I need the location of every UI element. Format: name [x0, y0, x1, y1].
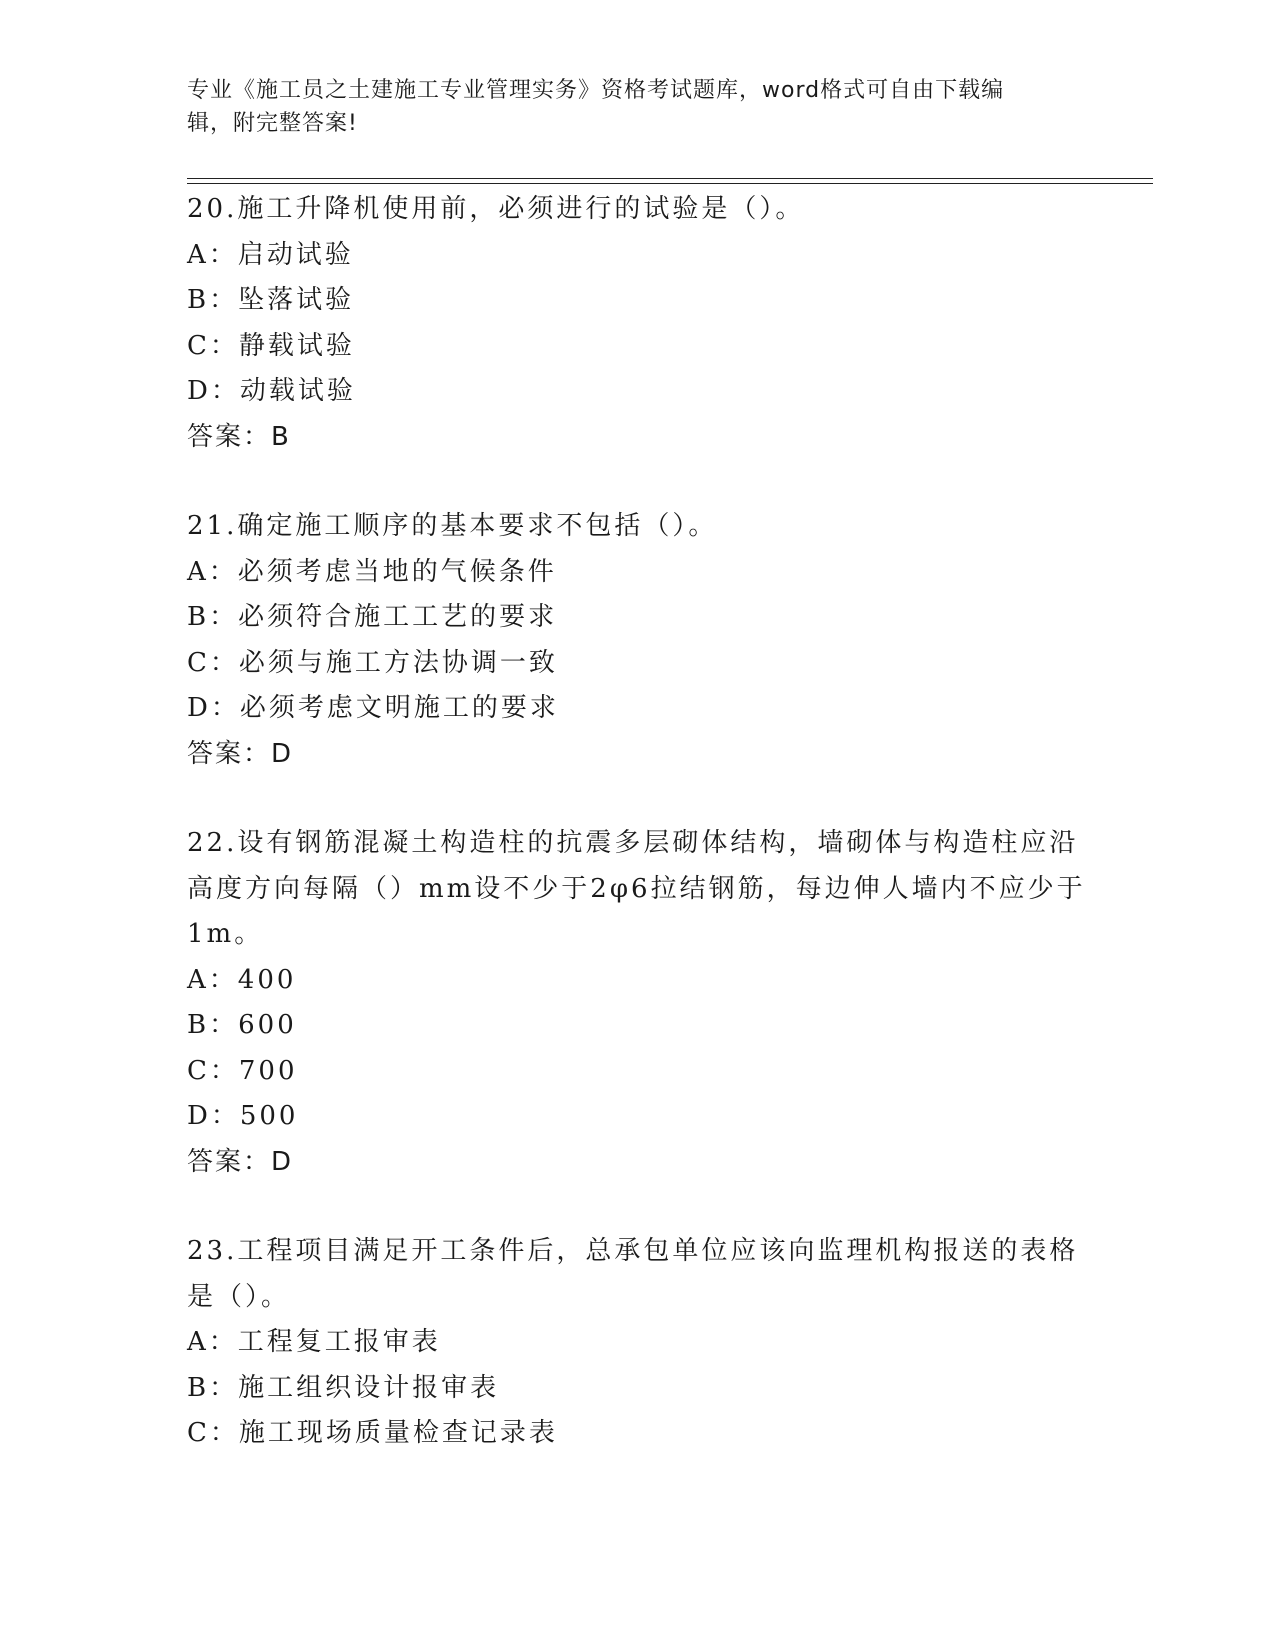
header-divider-bottom	[187, 183, 1153, 184]
option-a: A：必须考虑当地的气候条件	[187, 556, 557, 587]
question-stem: 21.确定施工顺序的基本要求不包括（）。	[187, 511, 718, 541]
option-d: D：动载试验	[187, 376, 356, 406]
question-stem-line-2: 高度方向每隔（）mm设不少于2φ6拉结钢筋，每边伸人墙内不应少于	[187, 873, 1086, 904]
option-b: B：600	[187, 1010, 297, 1040]
header-line-1: 专业《施工员之土建施工专业管理实务》资格考试题库，word格式可自由下载编	[187, 78, 1005, 103]
answer-label: 答案：D	[187, 1146, 294, 1177]
question-stem-line-2: 是（）。	[187, 1281, 291, 1312]
question-20	[187, 187, 1087, 460]
option-b: B：必须符合施工工艺的要求	[187, 602, 558, 632]
option-d: D：必须考虑文明施工的要求	[187, 693, 559, 723]
option-c: C：700	[187, 1055, 298, 1086]
option-a: A：启动试验	[187, 239, 354, 270]
header-line-2: 辑，附完整答案!	[187, 111, 358, 136]
option-b: B：坠落试验	[187, 285, 355, 315]
question-stem: 20.施工升降机使用前，必须进行的试验是（）。	[187, 194, 805, 224]
option-c: C：施工现场质量检查记录表	[187, 1418, 558, 1448]
option-c: C：必须与施工方法协调一致	[187, 647, 558, 678]
option-a: A：400	[187, 964, 297, 995]
question-stem-line-1: 23.工程项目满足开工条件后，总承包单位应该向监理机构报送的表格	[187, 1236, 1079, 1266]
question-22	[187, 821, 1087, 1185]
question-23	[187, 1229, 1087, 1457]
option-a: A：工程复工报审表	[187, 1327, 441, 1357]
option-d: D：500	[187, 1101, 299, 1131]
answer-label: 答案：B	[187, 421, 291, 452]
question-stem-line-1: 22.设有钢筋混凝土构造柱的抗震多层砌体结构，墙砌体与构造柱应沿	[187, 828, 1079, 858]
document-header	[187, 74, 1067, 140]
question-21	[187, 504, 1087, 777]
option-b: B：施工组织设计报审表	[187, 1372, 500, 1403]
question-stem-line-3: 1m。	[187, 919, 264, 949]
answer-label: 答案：D	[187, 738, 294, 769]
option-c: C：静载试验	[187, 330, 355, 361]
header-divider-top	[187, 178, 1153, 179]
